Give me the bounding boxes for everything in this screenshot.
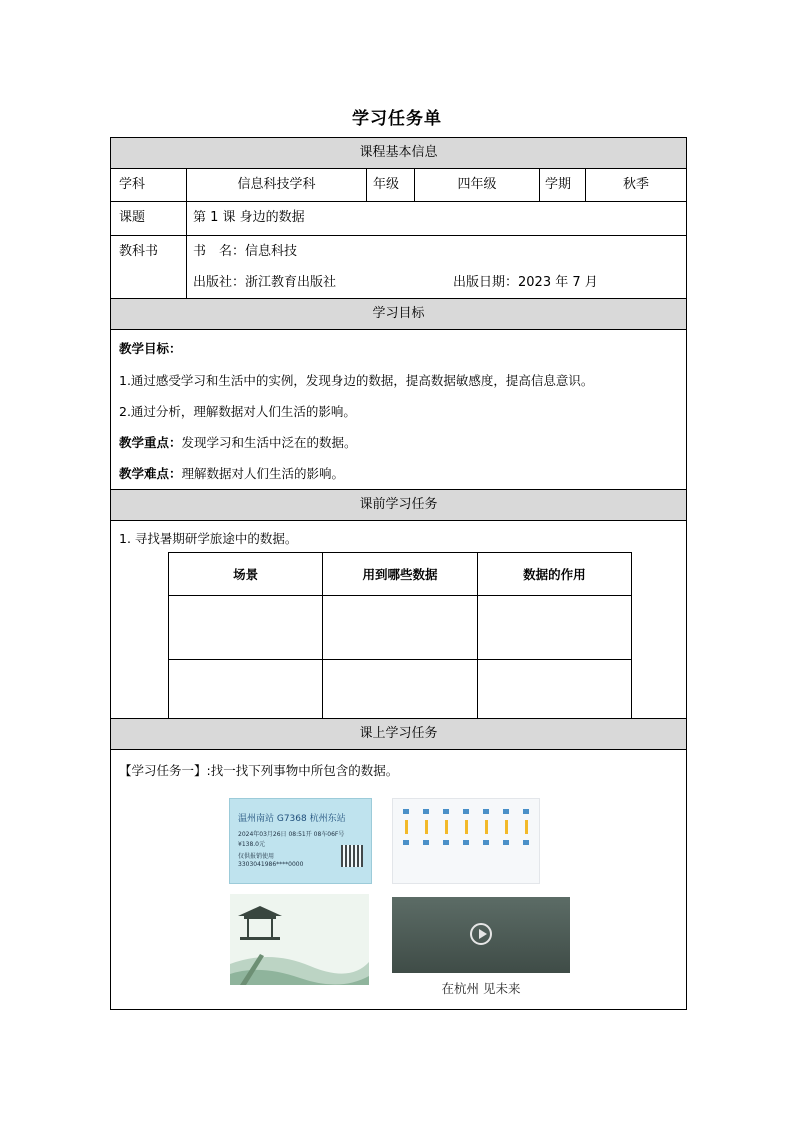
table-row bbox=[169, 596, 632, 660]
section-header-pre: 课前学习任务 bbox=[111, 489, 686, 521]
header-data-used: 用到哪些数据 bbox=[323, 553, 477, 596]
key-point bbox=[119, 433, 357, 451]
difficult-point-label: 教学难点： bbox=[119, 466, 182, 481]
difficult-point-text: 理解数据对人们生活的影响。 bbox=[181, 466, 345, 481]
ticket-time: 2024年03月26日 08:51开 08车06F号 bbox=[238, 831, 345, 838]
textbook-label: 教科书 bbox=[119, 244, 159, 259]
grade-label: 年级 bbox=[373, 177, 400, 192]
teaching-goals-label: 教学目标： bbox=[119, 341, 182, 356]
video-caption: 在杭州 见未来 bbox=[441, 981, 521, 996]
ticket-route: 温州南站 G7368 杭州东站 bbox=[238, 814, 346, 824]
section-header-basic: 课程基本信息 bbox=[111, 138, 686, 169]
table-cell[interactable] bbox=[169, 660, 323, 724]
table-cell[interactable] bbox=[323, 660, 477, 724]
class-task-1 bbox=[119, 761, 398, 779]
difficult-point bbox=[119, 464, 344, 482]
qr-code-icon bbox=[341, 845, 363, 867]
publish-date: 出版日期：2023 年 7 月 bbox=[453, 275, 598, 290]
section-header-class: 课上学习任务 bbox=[111, 718, 686, 750]
pre-task-1: 1. 寻找暑期研学旅途中的数据。 bbox=[119, 531, 298, 546]
header-data-role: 数据的作用 bbox=[477, 553, 631, 596]
table-cell[interactable] bbox=[169, 596, 323, 660]
subject-label: 学科 bbox=[119, 177, 146, 192]
play-icon[interactable] bbox=[470, 923, 492, 945]
data-search-table bbox=[168, 552, 632, 724]
key-point-text: 发现学习和生活中泛在的数据。 bbox=[181, 435, 357, 450]
page-title: 学习任务单 bbox=[352, 109, 442, 129]
task-sheet-table bbox=[110, 137, 687, 1010]
term-value: 秋季 bbox=[622, 177, 649, 192]
ticket-id: 3303041986****0000 bbox=[238, 861, 304, 868]
goal-2: 2.通过分析，理解数据对人们生活的影响。 bbox=[119, 404, 356, 419]
table-cell[interactable] bbox=[323, 596, 477, 660]
hangzhou-video-thumbnail[interactable] bbox=[392, 897, 570, 973]
ticket-note: 仅供报销使用 bbox=[238, 853, 275, 860]
class-task-text: :找一找下列事物中所包含的数据。 bbox=[206, 763, 399, 778]
table-cell[interactable] bbox=[477, 596, 631, 660]
term-label: 学期 bbox=[545, 177, 572, 192]
weather-forecast-image bbox=[392, 798, 540, 884]
key-point-label: 教学重点： bbox=[119, 435, 182, 450]
section-header-goals: 学习目标 bbox=[111, 298, 686, 330]
header-scene: 场景 bbox=[169, 553, 323, 596]
grade-value: 四年级 bbox=[457, 177, 497, 192]
publisher: 出版社：浙江教育出版社 bbox=[193, 275, 337, 290]
table-cell[interactable] bbox=[477, 660, 631, 724]
ticket-price: ¥138.0元 bbox=[238, 841, 265, 848]
table-row bbox=[169, 660, 632, 724]
class-task-label: 【学习任务一】 bbox=[119, 763, 207, 778]
train-ticket-image bbox=[229, 798, 372, 884]
lesson-value: 第 1 课 身边的数据 bbox=[193, 210, 305, 225]
pavilion-illustration bbox=[230, 894, 369, 985]
goal-1: 1.通过感受学习和生活中的实例，发现身边的数据，提高数据敏感度，提高信息意识。 bbox=[119, 373, 594, 388]
lesson-label: 课题 bbox=[119, 210, 146, 225]
book-name: 书 名：信息科技 bbox=[193, 244, 298, 259]
pavilion-poem-image bbox=[230, 894, 369, 985]
subject-value: 信息科技学科 bbox=[237, 177, 316, 192]
